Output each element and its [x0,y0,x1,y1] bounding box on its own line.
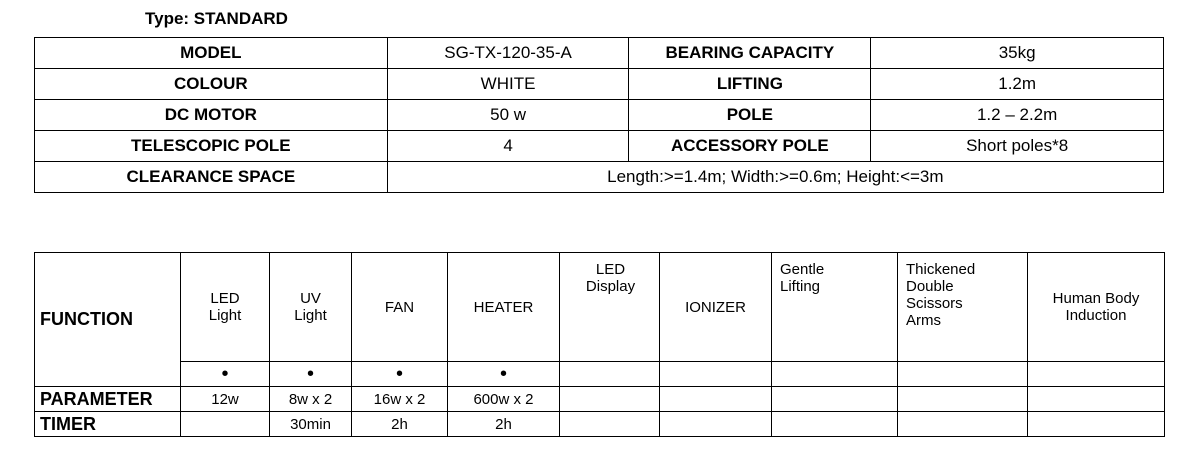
feature-parameter-0: 12w [181,387,270,412]
feature-timer-5 [660,412,772,437]
pole-key: POLE [629,100,871,131]
feature-parameter-1: 8w x 2 [270,387,352,412]
feature-dot-5 [660,362,772,387]
lifting-value: 1.2m [871,69,1164,100]
timer-label: TIMER [35,412,181,437]
motor-key: DC MOTOR [35,100,388,131]
motor-value: 50 w [387,100,629,131]
accessory-key: ACCESSORY POLE [629,131,871,162]
bearing-key: BEARING CAPACITY [629,38,871,69]
lifting-key: LIFTING [629,69,871,100]
type-label: Type: STANDARD [145,9,288,28]
feature-timer-3: 2h [448,412,560,437]
parameter-row [35,387,1165,412]
pole-value: 1.2 – 2.2m [871,100,1164,131]
feature-timer-1: 30min [270,412,352,437]
spec-row-motor [35,100,1164,131]
clearance-value: Length:>=1.4m; Width:>=0.6m; Height:<=3m [387,162,1163,193]
spec-row-colour [35,69,1164,100]
colour-value: WHITE [387,69,629,100]
bearing-value: 35kg [871,38,1164,69]
feature-timer-4 [560,412,660,437]
clearance-key: CLEARANCE SPACE [35,162,388,193]
feature-header-4: LED Display [560,253,660,362]
function-dot-row [35,362,1165,387]
feature-dot-8 [1028,362,1165,387]
model-key: MODEL [35,38,388,69]
function-label: FUNCTION [35,253,181,387]
feature-dot-6 [772,362,898,387]
feature-parameter-5 [660,387,772,412]
feature-header-3: HEATER [448,253,560,362]
feature-timer-7 [898,412,1028,437]
spec-row-telescopic [35,131,1164,162]
function-header-row [35,253,1165,362]
feature-header-1: UV Light [270,253,352,362]
spec-row-clearance [35,162,1164,193]
model-value: SG-TX-120-35-A [387,38,629,69]
feature-parameter-8 [1028,387,1165,412]
feature-header-6: Gentle Lifting [772,253,898,362]
spec-row-model [35,38,1164,69]
feature-header-0: LED Light [181,253,270,362]
feature-timer-2: 2h [352,412,448,437]
feature-dot-2: • [352,362,448,387]
colour-key: COLOUR [35,69,388,100]
feature-parameter-2: 16w x 2 [352,387,448,412]
feature-parameter-7 [898,387,1028,412]
feature-dot-0: • [181,362,270,387]
feature-timer-8 [1028,412,1165,437]
feature-timer-6 [772,412,898,437]
parameter-label: PARAMETER [35,387,181,412]
feature-timer-0 [181,412,270,437]
telescopic-value: 4 [387,131,629,162]
feature-header-5: IONIZER [660,253,772,362]
function-table [34,252,1165,437]
feature-parameter-4 [560,387,660,412]
feature-parameter-6 [772,387,898,412]
feature-dot-3: • [448,362,560,387]
feature-header-7: Thickened Double Scissors Arms [898,253,1028,362]
feature-header-8: Human Body Induction [1028,253,1165,362]
feature-dot-1: • [270,362,352,387]
spec-table [34,37,1164,193]
accessory-value: Short poles*8 [871,131,1164,162]
timer-row [35,412,1165,437]
feature-header-2: FAN [352,253,448,362]
telescopic-key: TELESCOPIC POLE [35,131,388,162]
feature-dot-4 [560,362,660,387]
feature-parameter-3: 600w x 2 [448,387,560,412]
feature-dot-7 [898,362,1028,387]
